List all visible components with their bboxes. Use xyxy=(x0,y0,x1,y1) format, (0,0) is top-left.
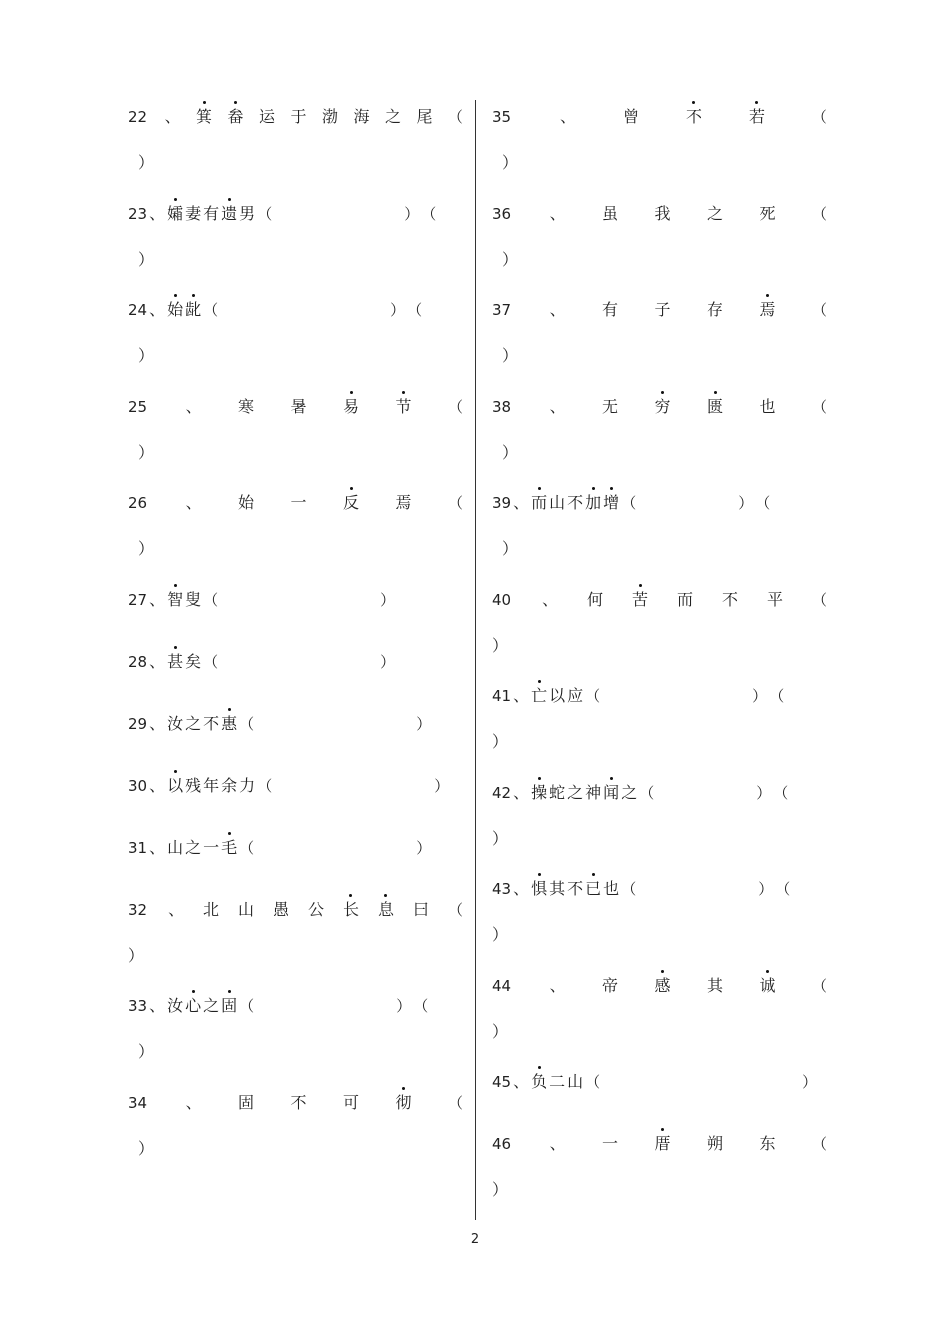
text-char: 海 xyxy=(353,107,370,126)
question-number: 27 xyxy=(128,590,148,609)
bracket: （ xyxy=(639,783,655,802)
bracket: （ xyxy=(239,997,255,1015)
text-char: 朔 xyxy=(707,1134,724,1153)
question-number: 44 xyxy=(492,976,512,995)
text-char: 东 xyxy=(759,1134,776,1153)
closing-bracket: ） xyxy=(502,346,519,365)
question-item xyxy=(128,390,463,487)
text-char: 一 xyxy=(602,1134,619,1153)
right-column xyxy=(492,100,827,1224)
question-number: 43 xyxy=(492,880,512,898)
text-char: 、 xyxy=(513,493,530,512)
bracket: （ xyxy=(257,204,273,223)
emphasized-char: 操 xyxy=(531,782,548,802)
question-item xyxy=(492,197,827,294)
text-char: 北 xyxy=(203,899,220,919)
closing-bracket: ） xyxy=(138,153,155,172)
text-char: 蛇 xyxy=(549,782,566,802)
text-char: 残 xyxy=(185,775,202,795)
question-number: 25 xyxy=(128,397,148,416)
text-char: 曰 xyxy=(412,899,429,919)
text-char: 不 xyxy=(290,1092,307,1112)
closing-bracket: ） xyxy=(492,925,509,944)
bracket: ） xyxy=(752,687,768,705)
bracket: （ xyxy=(811,108,827,126)
text-char: 不 xyxy=(567,879,584,898)
text-char: 汝 xyxy=(167,713,184,733)
text-char: 、 xyxy=(542,589,559,609)
text-char: 、 xyxy=(549,396,566,416)
emphasized-char: 易 xyxy=(343,396,360,416)
text-char: 、 xyxy=(549,203,566,223)
text-char: 公 xyxy=(308,899,325,919)
bracket: （ xyxy=(447,397,463,416)
bracket: ） xyxy=(380,590,396,609)
bracket: （ xyxy=(407,301,423,319)
question-line xyxy=(128,583,463,610)
text-char: 、 xyxy=(149,651,166,671)
text-char: 神 xyxy=(585,782,602,802)
emphasized-char: 息 xyxy=(377,899,394,919)
question-line xyxy=(492,1127,827,1154)
closing-bracket: ） xyxy=(138,442,155,462)
emphasized-char: 固 xyxy=(221,996,238,1015)
text-char: 子 xyxy=(654,300,671,319)
question-number: 46 xyxy=(492,1135,512,1153)
emphasized-char: 而 xyxy=(531,493,548,512)
text-char: 而 xyxy=(677,589,694,609)
question-number: 32 xyxy=(128,900,148,919)
bracket: （ xyxy=(811,397,827,416)
emphasized-char: 穷 xyxy=(654,396,671,416)
question-line xyxy=(128,989,463,1016)
bracket: ） xyxy=(758,880,774,898)
bracket: ） xyxy=(416,838,432,857)
text-char: 山 xyxy=(549,493,566,512)
column-divider xyxy=(475,100,476,1220)
bracket: （ xyxy=(447,494,463,512)
question-line xyxy=(128,831,463,858)
closing-bracket: ） xyxy=(138,249,155,269)
question-line xyxy=(492,100,827,127)
bracket: ） xyxy=(802,1073,818,1091)
text-char: 、 xyxy=(185,493,202,512)
question-line xyxy=(492,969,827,996)
emphasized-char: 若 xyxy=(748,107,765,126)
question-number: 24 xyxy=(128,301,148,319)
text-char: 死 xyxy=(759,203,776,223)
text-char: 不 xyxy=(567,493,584,512)
text-char: 之 xyxy=(203,996,220,1015)
emphasized-char: 不 xyxy=(685,107,702,126)
emphasized-char: 惧 xyxy=(531,879,548,898)
closing-bracket: ） xyxy=(128,945,145,965)
text-char: 其 xyxy=(549,879,566,898)
text-char: 、 xyxy=(149,775,166,795)
question-item xyxy=(492,293,827,390)
question-item xyxy=(492,486,827,583)
bracket: （ xyxy=(811,976,827,995)
text-char: 我 xyxy=(654,203,671,223)
question-item xyxy=(492,872,827,969)
question-item xyxy=(128,707,463,769)
text-char: 固 xyxy=(238,1092,255,1112)
closing-bracket: ） xyxy=(502,442,519,462)
question-item xyxy=(492,776,827,873)
question-line xyxy=(128,769,463,796)
bracket: ） xyxy=(434,776,450,795)
text-char: 力 xyxy=(239,775,256,795)
bracket: ） xyxy=(396,997,412,1015)
emphasized-char: 彻 xyxy=(395,1092,412,1112)
closing-bracket: ） xyxy=(138,1042,155,1061)
closing-bracket: ） xyxy=(492,1021,509,1041)
closing-bracket: ） xyxy=(502,249,519,269)
question-item xyxy=(492,390,827,487)
emphasized-char: 遗 xyxy=(221,203,238,223)
text-char: 、 xyxy=(149,837,166,857)
bracket: ） xyxy=(738,494,754,512)
bracket: （ xyxy=(585,1073,601,1091)
text-char: 汝 xyxy=(167,996,184,1015)
text-char: 虽 xyxy=(602,203,619,223)
question-number: 45 xyxy=(492,1073,512,1091)
bracket: （ xyxy=(769,687,785,705)
bracket: （ xyxy=(203,652,219,671)
emphasized-char: 诚 xyxy=(759,975,776,995)
question-number: 35 xyxy=(492,108,512,126)
question-item xyxy=(492,100,827,197)
text-char: 运 xyxy=(259,107,276,126)
question-item xyxy=(128,486,463,583)
text-char: 、 xyxy=(149,589,166,609)
text-char: 平 xyxy=(766,589,783,609)
question-number: 31 xyxy=(128,838,148,857)
bracket: （ xyxy=(239,838,255,857)
text-char: 焉 xyxy=(395,493,412,512)
emphasized-char: 感 xyxy=(654,975,671,995)
text-char: 以 xyxy=(549,686,566,705)
question-item xyxy=(128,989,463,1086)
question-item xyxy=(128,197,463,294)
question-line xyxy=(492,197,827,224)
emphasized-char: 亡 xyxy=(531,686,548,705)
emphasized-char: 增 xyxy=(603,493,620,512)
question-item xyxy=(128,293,463,390)
question-number: 39 xyxy=(492,494,512,512)
emphasized-char: 负 xyxy=(531,1072,548,1091)
text-char: 于 xyxy=(290,107,307,126)
text-char: 、 xyxy=(185,1092,202,1112)
emphasized-char: 畚 xyxy=(227,107,244,126)
question-line xyxy=(128,1086,463,1113)
left-column xyxy=(128,100,463,1182)
bracket: （ xyxy=(755,494,771,512)
bracket: ） xyxy=(416,714,432,733)
question-number: 34 xyxy=(128,1093,148,1112)
question-item xyxy=(492,1065,827,1127)
question-line xyxy=(492,1065,827,1092)
text-char: 、 xyxy=(185,396,202,416)
emphasized-char: 始 xyxy=(167,300,184,319)
text-char: 一 xyxy=(203,837,220,857)
text-char: 、 xyxy=(513,782,530,802)
bracket: （ xyxy=(447,108,463,126)
emphasized-char: 苦 xyxy=(632,589,649,609)
text-char: 山 xyxy=(567,1072,584,1091)
text-char: 、 xyxy=(149,203,166,223)
question-line xyxy=(492,293,827,320)
text-char: 、 xyxy=(513,686,530,705)
text-char: 山 xyxy=(238,899,255,919)
emphasized-char: 厝 xyxy=(654,1134,671,1153)
bracket: （ xyxy=(811,1135,827,1153)
question-item xyxy=(128,769,463,831)
text-char: 也 xyxy=(603,879,620,898)
text-char: 、 xyxy=(168,899,185,919)
closing-bracket: ） xyxy=(492,1180,509,1199)
question-line xyxy=(492,872,827,899)
text-char: 也 xyxy=(759,396,776,416)
text-char: 矣 xyxy=(185,651,202,671)
text-char: 妻 xyxy=(185,203,202,223)
question-item xyxy=(492,969,827,1066)
text-char: 、 xyxy=(513,1072,530,1091)
text-char: 、 xyxy=(560,107,577,126)
question-item xyxy=(128,100,463,197)
emphasized-char: 毛 xyxy=(221,837,238,857)
text-char: 不 xyxy=(203,713,220,733)
text-char: 帝 xyxy=(602,975,619,995)
emphasized-char: 孀 xyxy=(167,203,184,223)
question-line xyxy=(492,583,827,610)
closing-bracket: ） xyxy=(492,635,509,655)
bracket: （ xyxy=(203,590,219,609)
question-item xyxy=(128,893,463,990)
text-char: 一 xyxy=(290,493,307,512)
question-line xyxy=(492,776,827,803)
text-char: 渤 xyxy=(321,107,338,126)
bracket: （ xyxy=(447,900,463,919)
question-number: 33 xyxy=(128,997,148,1015)
text-char: 尾 xyxy=(416,107,433,126)
question-item xyxy=(492,679,827,776)
question-line xyxy=(492,486,827,513)
text-char: 叟 xyxy=(185,589,202,609)
question-item xyxy=(492,1127,827,1224)
text-char: 何 xyxy=(587,589,604,609)
bracket: ） xyxy=(756,783,772,802)
bracket: （ xyxy=(811,301,827,319)
question-line xyxy=(128,390,463,417)
text-char: 可 xyxy=(343,1092,360,1112)
bracket: ） xyxy=(404,204,420,223)
question-number: 28 xyxy=(128,652,148,671)
question-number: 36 xyxy=(492,204,512,223)
bracket: （ xyxy=(239,714,255,733)
emphasized-char: 智 xyxy=(167,589,184,609)
bracket: （ xyxy=(775,880,791,898)
bracket: （ xyxy=(621,494,637,512)
emphasized-char: 反 xyxy=(343,493,360,512)
text-char: 愚 xyxy=(273,899,290,919)
text-char: 有 xyxy=(203,203,220,223)
bracket: （ xyxy=(811,204,827,223)
text-char: 男 xyxy=(239,203,256,223)
bracket: （ xyxy=(413,997,429,1015)
text-char: 之 xyxy=(185,713,202,733)
question-item xyxy=(128,1086,463,1183)
emphasized-char: 焉 xyxy=(759,300,776,319)
question-line xyxy=(492,679,827,706)
text-char: 、 xyxy=(513,879,530,898)
question-line xyxy=(128,645,463,672)
text-char: 曾 xyxy=(623,107,640,126)
text-char: 之 xyxy=(621,782,638,802)
bracket: （ xyxy=(811,590,827,609)
emphasized-char: 长 xyxy=(342,899,359,919)
emphasized-char: 已 xyxy=(585,879,602,898)
question-number: 41 xyxy=(492,687,512,705)
text-char: 之 xyxy=(185,837,202,857)
question-number: 37 xyxy=(492,301,512,319)
question-number: 42 xyxy=(492,783,512,802)
emphasized-char: 心 xyxy=(185,996,202,1015)
bracket: （ xyxy=(257,776,273,795)
emphasized-char: 以 xyxy=(167,775,184,795)
question-number: 26 xyxy=(128,494,148,512)
emphasized-char: 节 xyxy=(395,396,412,416)
text-char: 山 xyxy=(167,837,184,857)
text-char: 暑 xyxy=(290,396,307,416)
text-char: 、 xyxy=(149,713,166,733)
bracket: （ xyxy=(585,687,601,705)
question-line xyxy=(492,390,827,417)
emphasized-char: 闻 xyxy=(603,782,620,802)
bracket: （ xyxy=(421,204,437,223)
text-char: 、 xyxy=(149,300,166,319)
question-number: 23 xyxy=(128,204,148,223)
bracket: （ xyxy=(773,783,789,802)
question-line xyxy=(128,486,463,513)
text-char: 存 xyxy=(707,300,724,319)
question-number: 22 xyxy=(128,108,148,126)
emphasized-char: 加 xyxy=(585,493,602,512)
question-number: 30 xyxy=(128,776,148,795)
text-char: 有 xyxy=(602,300,619,319)
question-line xyxy=(128,893,463,920)
closing-bracket: ） xyxy=(138,1138,155,1158)
text-char: 始 xyxy=(238,493,255,512)
bracket: ） xyxy=(390,301,406,319)
text-char: 年 xyxy=(203,775,220,795)
bracket: （ xyxy=(621,880,637,898)
emphasized-char: 惠 xyxy=(221,713,238,733)
closing-bracket: ） xyxy=(138,346,155,365)
question-item xyxy=(492,583,827,680)
text-char: 、 xyxy=(149,996,166,1015)
question-number: 29 xyxy=(128,714,148,733)
question-line xyxy=(128,293,463,320)
text-char: 寒 xyxy=(238,396,255,416)
question-line xyxy=(128,197,463,224)
question-number: 38 xyxy=(492,397,512,416)
text-char: 其 xyxy=(707,975,724,995)
bracket: （ xyxy=(203,301,219,319)
question-item xyxy=(128,583,463,645)
closing-bracket: ） xyxy=(502,539,519,558)
question-line xyxy=(128,100,463,127)
text-char: 之 xyxy=(567,782,584,802)
text-char: 之 xyxy=(384,107,401,126)
bracket: （ xyxy=(447,1093,463,1112)
text-char: 应 xyxy=(567,686,584,705)
text-char: 、 xyxy=(549,975,566,995)
text-char: 不 xyxy=(722,589,739,609)
emphasized-char: 甚 xyxy=(167,651,184,671)
page-number: 2 xyxy=(470,1232,480,1247)
closing-bracket: ） xyxy=(138,539,155,558)
closing-bracket: ） xyxy=(492,828,509,848)
closing-bracket: ） xyxy=(502,153,519,172)
text-char: 之 xyxy=(707,203,724,223)
question-line xyxy=(128,707,463,734)
emphasized-char: 匮 xyxy=(707,396,724,416)
text-char: 无 xyxy=(602,396,619,416)
text-char: 余 xyxy=(221,775,238,795)
bracket: ） xyxy=(380,652,396,671)
text-char: 二 xyxy=(549,1072,566,1091)
emphasized-char: 箕 xyxy=(196,107,213,126)
text-char: 、 xyxy=(164,107,181,126)
question-number: 40 xyxy=(492,590,512,609)
question-item xyxy=(128,645,463,707)
emphasized-char: 龀 xyxy=(185,300,202,319)
text-char: 、 xyxy=(549,1134,566,1153)
closing-bracket: ） xyxy=(492,732,509,751)
question-item xyxy=(128,831,463,893)
text-char: 、 xyxy=(549,300,566,319)
